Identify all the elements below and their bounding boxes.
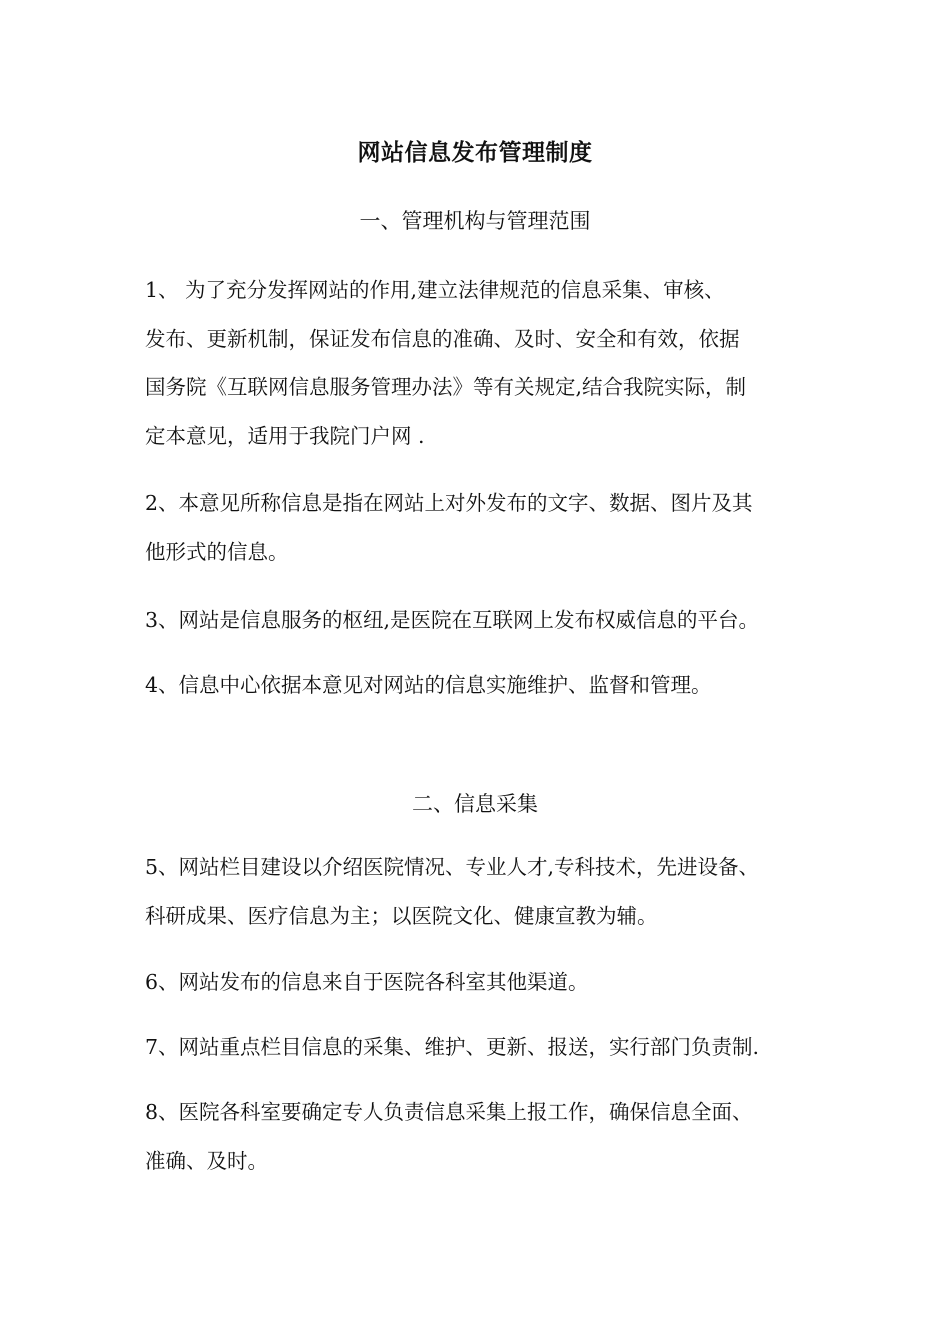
paragraph-line: 发布、更新机制，保证发布信息的准确、及时、安全和有效，依据 — [145, 326, 740, 351]
paragraph-line: 2、本意见所称信息是指在网站上对外发布的文字、数据、图片及其 — [145, 491, 753, 515]
section-heading-management-scope: 一、管理机构与管理范围 — [359, 209, 591, 233]
paragraph-line: 4、信息中心依据本意见对网站的信息实施维护、监督和管理。 — [145, 673, 712, 697]
section-heading-information-collection: 二、信息采集 — [412, 792, 538, 816]
paragraph-line: 1、 为了充分发挥网站的作用,建立法律规范的信息采集、审核、 — [145, 278, 725, 302]
paragraph-line: 7、网站重点栏目信息的采集、维护、更新、报送，实行部门负责制. — [145, 1035, 760, 1059]
paragraph-1 — [145, 266, 825, 460]
paragraph-4 — [145, 661, 825, 710]
paragraph-6 — [145, 958, 825, 1007]
paragraph-line: 5、网站栏目建设以介绍医院情况、专业人才,专科技术，先进设备、 — [145, 855, 760, 879]
document-title: 网站信息发布管理制度 — [357, 139, 593, 166]
paragraph-line: 8、医院各科室要确定专人负责信息采集上报工作，确保信息全面、 — [145, 1100, 753, 1124]
paragraph-line: 3、网站是信息服务的枢纽,是医院在互联网上发布权威信息的平台。 — [145, 608, 760, 632]
paragraph-5 — [145, 843, 825, 940]
paragraph-line: 科研成果、医疗信息为主；以医院文化、健康宣教为辅。 — [145, 903, 658, 928]
paragraph-8 — [145, 1088, 825, 1185]
paragraph-line: 准确、及时。 — [145, 1148, 268, 1173]
paragraph-7 — [145, 1023, 825, 1072]
paragraph-line: 定本意见，适用于我院门户网 . — [145, 423, 425, 448]
paragraph-line: 国务院《互联网信息服务管理办法》等有关规定,结合我院实际，制 — [145, 375, 747, 399]
paragraph-line: 他形式的信息。 — [145, 539, 289, 564]
paragraph-3 — [145, 596, 825, 645]
paragraph-line: 6、网站发布的信息来自于医院各科室其他渠道。 — [145, 970, 589, 994]
paragraph-2 — [145, 479, 825, 576]
